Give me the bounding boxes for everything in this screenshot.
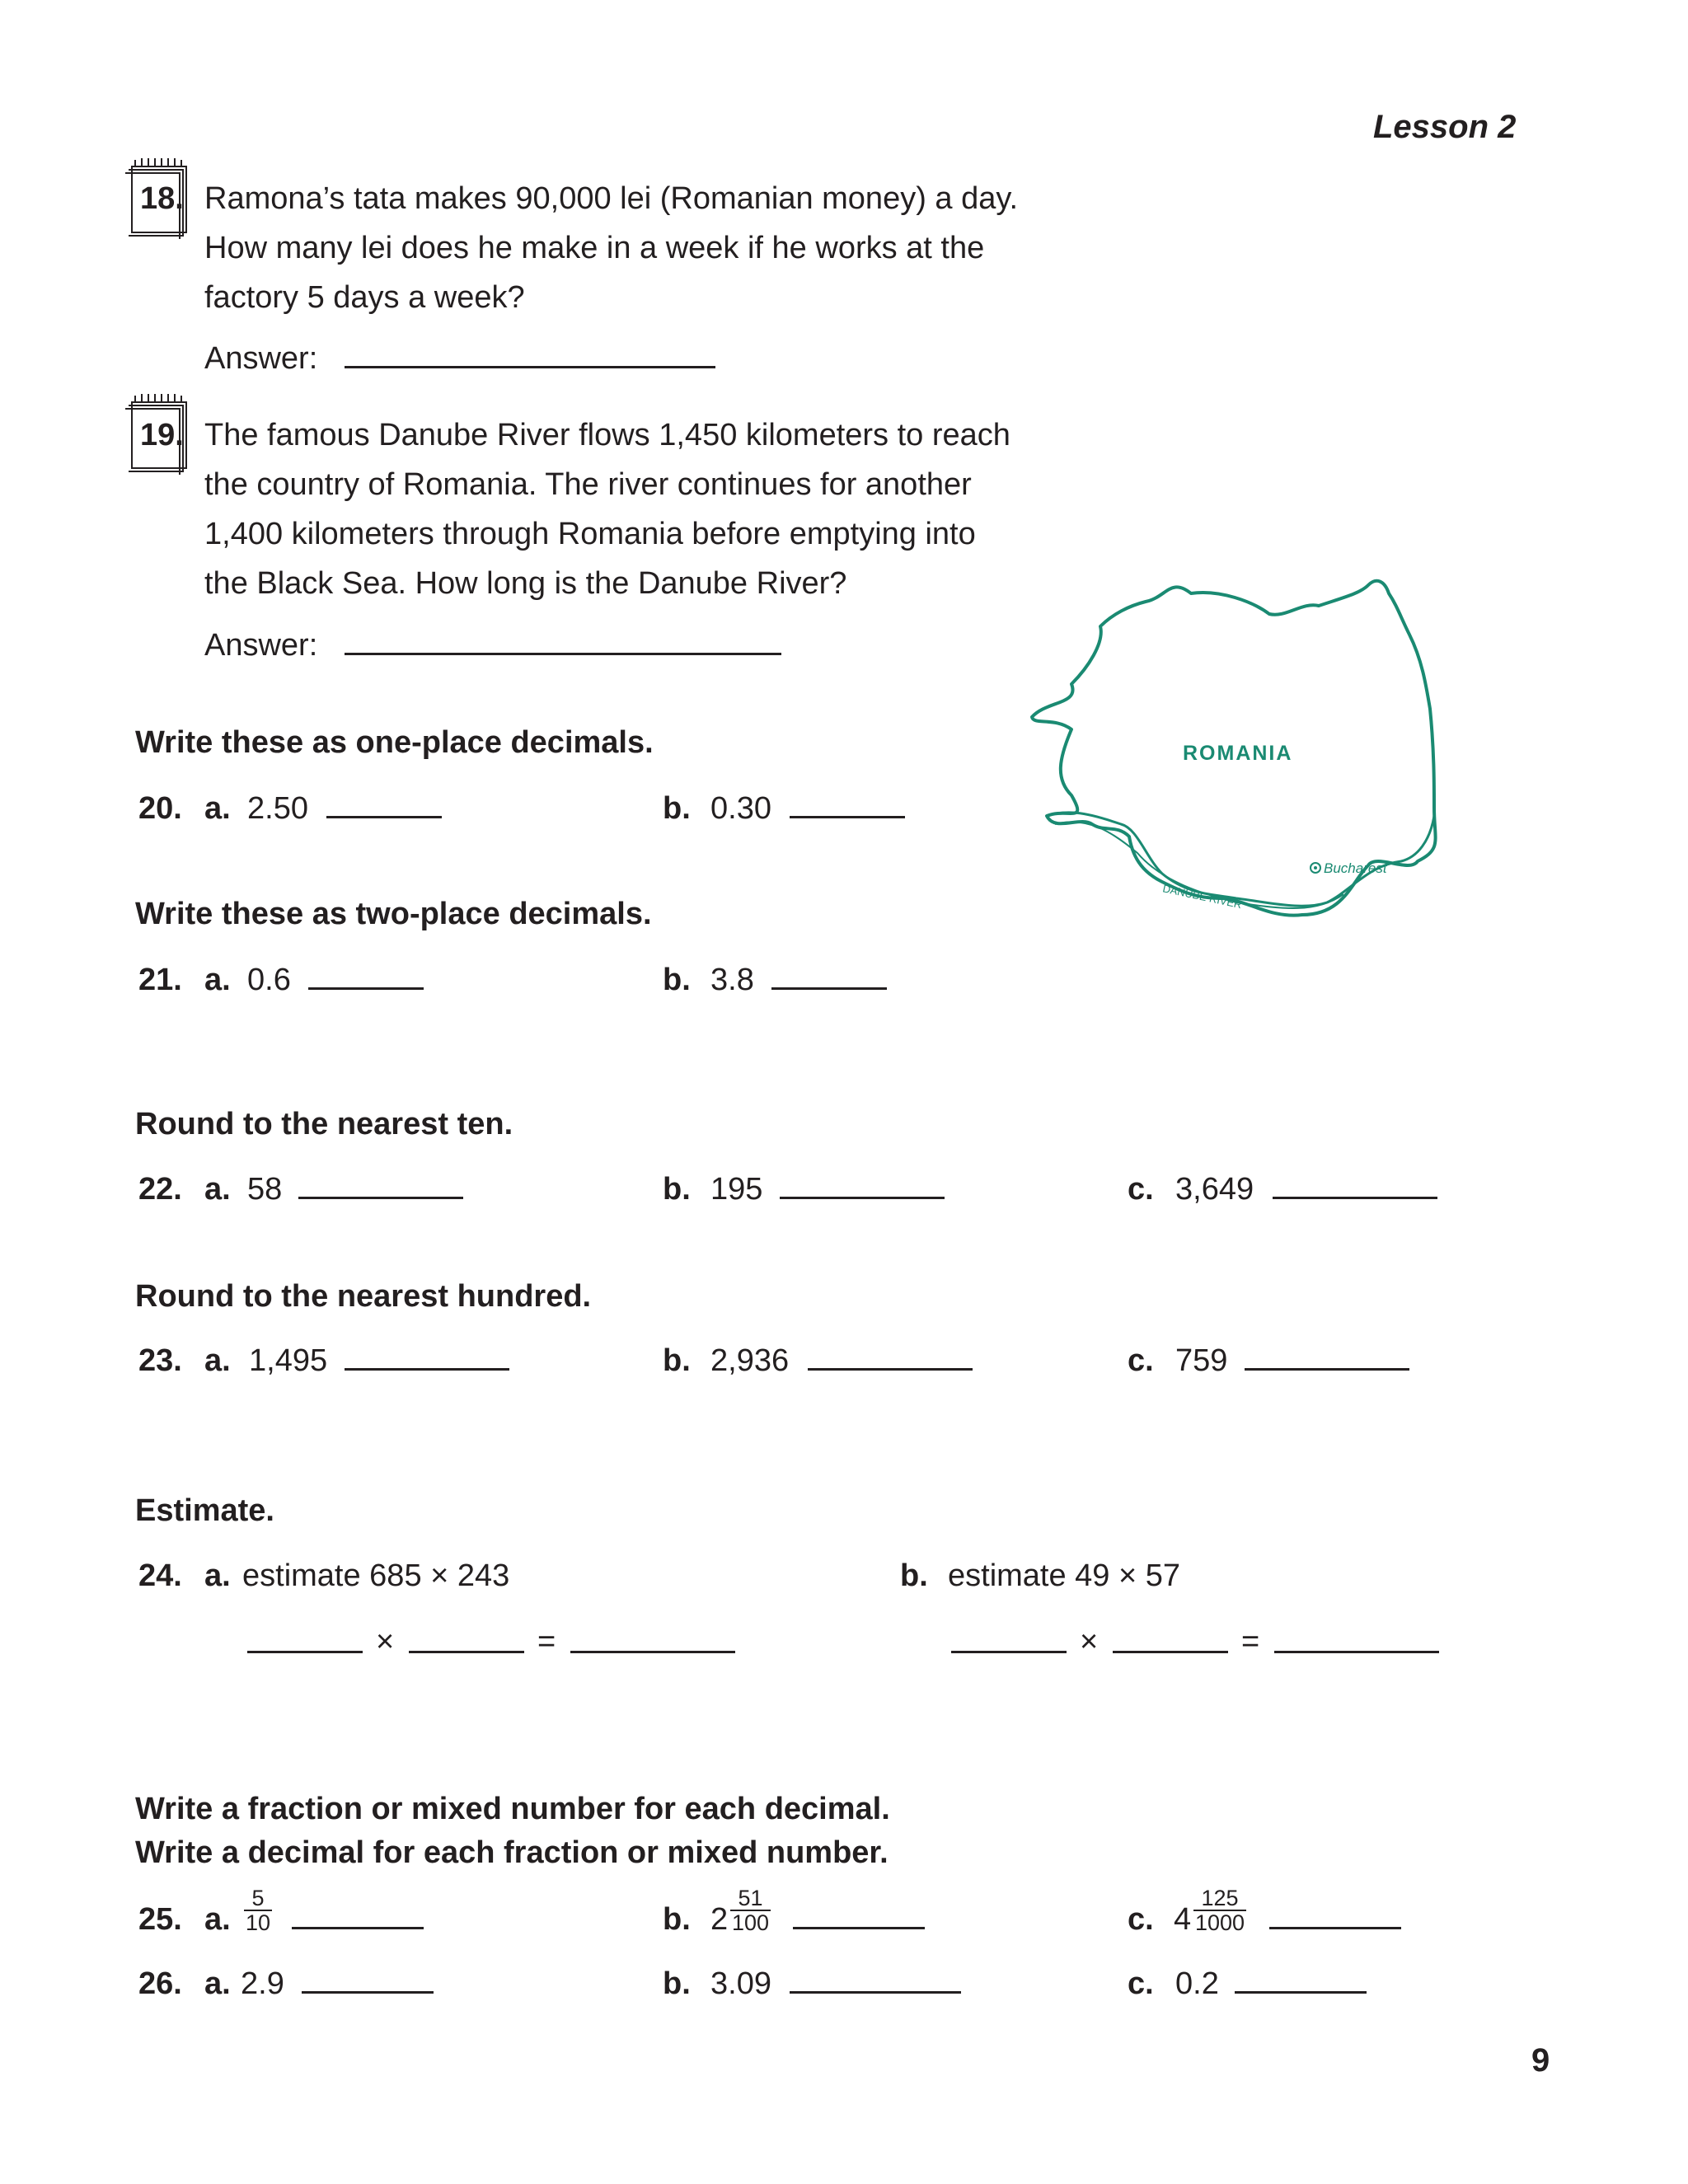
mixed-whole: 4 — [1174, 1902, 1192, 1937]
item-value: 195 — [710, 1172, 763, 1207]
answer-blank[interactable] — [302, 1991, 434, 1994]
item-value: 1,495 — [249, 1343, 328, 1378]
equals-symbol: = — [1241, 1624, 1260, 1659]
item-letter: c. — [1128, 1902, 1154, 1937]
equals-symbol: = — [537, 1624, 556, 1659]
answer-blank[interactable] — [345, 1368, 509, 1371]
item-letter: b. — [663, 1902, 691, 1937]
question-number: 25. — [138, 1902, 182, 1937]
item-letter: b. — [663, 1343, 691, 1378]
fraction — [730, 1887, 771, 1934]
question-number: 24. — [138, 1558, 182, 1593]
question-number: 19. — [140, 418, 184, 452]
item-value: 3.8 — [710, 963, 754, 997]
section-heading: Write these as two-place decimals. — [135, 897, 652, 931]
answer-label: Answer: — [204, 341, 318, 376]
fraction — [1193, 1887, 1246, 1934]
item-letter: c. — [1128, 1966, 1154, 2001]
fraction-numerator: 5 — [251, 1886, 265, 1910]
item-value: 3.09 — [710, 1966, 771, 2001]
question-text-line: the country of Romania. The river continues for another — [204, 467, 972, 502]
item-value: 3,649 — [1175, 1172, 1254, 1207]
item-letter: a. — [204, 1558, 231, 1593]
times-symbol: × — [1080, 1624, 1099, 1659]
answer-blank[interactable] — [326, 816, 442, 818]
item-value: 58 — [247, 1172, 283, 1207]
question-number: 23. — [138, 1343, 182, 1378]
question-text-line: The famous Danube River flows 1,450 kilometers to reach — [204, 418, 1010, 452]
question-number: 22. — [138, 1172, 182, 1207]
item-letter: b. — [900, 1558, 928, 1593]
fraction-denominator: 100 — [732, 1910, 770, 1935]
map-capital-label: Bucharest — [1324, 860, 1387, 876]
section-heading: Write a decimal for each fraction or mixed number. — [135, 1835, 889, 1870]
answer-blank[interactable] — [292, 1927, 424, 1929]
fraction-denominator: 1000 — [1195, 1910, 1245, 1935]
map-river-label: DANUBE RIVER — [1161, 882, 1243, 912]
section-heading: Write these as one-place decimals. — [135, 725, 654, 760]
item-letter: a. — [204, 963, 231, 997]
section-heading: Write a fraction or mixed number for each decimal. — [135, 1792, 890, 1826]
answer-blank[interactable] — [951, 1651, 1067, 1653]
item-letter: a. — [204, 1966, 231, 2001]
lesson-title: Lesson 2 — [1373, 109, 1517, 145]
answer-blank[interactable] — [790, 1991, 961, 1994]
answer-blank[interactable] — [1274, 1651, 1439, 1653]
item-text: estimate 685 × 243 — [242, 1558, 510, 1593]
question-number: 20. — [138, 791, 182, 826]
question-number: 26. — [138, 1966, 182, 2001]
question-number: 18. — [140, 181, 184, 216]
item-value: 2.50 — [247, 791, 308, 826]
answer-blank[interactable] — [790, 816, 905, 818]
section-heading: Estimate. — [135, 1493, 274, 1528]
question-text-line: factory 5 days a week? — [204, 280, 525, 315]
answer-blank[interactable] — [1269, 1927, 1401, 1929]
answer-blank[interactable] — [409, 1651, 524, 1653]
item-value: 759 — [1175, 1343, 1228, 1378]
fraction-numerator: 51 — [738, 1886, 763, 1910]
item-value: 2.9 — [241, 1966, 284, 2001]
item-value: 0.2 — [1175, 1966, 1219, 2001]
answer-blank[interactable] — [570, 1651, 735, 1653]
item-letter: b. — [663, 791, 691, 826]
page-number: 9 — [1531, 2042, 1550, 2079]
fraction — [244, 1887, 272, 1934]
question-number: 21. — [138, 963, 182, 997]
item-value: 0.30 — [710, 791, 771, 826]
item-letter: a. — [204, 1902, 231, 1937]
answer-blank[interactable] — [247, 1651, 363, 1653]
times-symbol: × — [376, 1624, 395, 1659]
item-letter: a. — [204, 1172, 231, 1207]
question-text-line: Ramona’s tata makes 90,000 lei (Romanian money) a day. — [204, 181, 1019, 216]
item-letter: a. — [204, 791, 231, 826]
section-heading: Round to the nearest hundred. — [135, 1279, 592, 1314]
item-letter: b. — [663, 1966, 691, 2001]
answer-blank[interactable] — [308, 987, 424, 990]
answer-blank[interactable] — [1273, 1197, 1437, 1199]
item-letter: a. — [204, 1343, 231, 1378]
answer-blank[interactable] — [793, 1927, 925, 1929]
answer-blank[interactable] — [1113, 1651, 1228, 1653]
answer-blank[interactable] — [345, 653, 781, 655]
answer-blank[interactable] — [298, 1197, 463, 1199]
answer-label: Answer: — [204, 628, 318, 663]
romania-map — [1022, 569, 1451, 940]
map-country-label: ROMANIA — [1183, 742, 1293, 765]
item-letter: c. — [1128, 1343, 1154, 1378]
answer-blank[interactable] — [771, 987, 887, 990]
question-text-line: 1,400 kilometers through Romania before emptying into — [204, 517, 976, 551]
answer-blank[interactable] — [345, 366, 715, 368]
answer-blank[interactable] — [808, 1368, 973, 1371]
fraction-denominator: 10 — [246, 1910, 271, 1935]
mixed-whole: 2 — [710, 1902, 729, 1937]
fraction-numerator: 125 — [1201, 1886, 1239, 1910]
item-letter: b. — [663, 1172, 691, 1207]
section-heading: Round to the nearest ten. — [135, 1107, 513, 1141]
item-text: estimate 49 × 57 — [948, 1558, 1181, 1593]
answer-blank[interactable] — [1245, 1368, 1409, 1371]
item-value: 2,936 — [710, 1343, 790, 1378]
item-letter: c. — [1128, 1172, 1154, 1207]
answer-blank[interactable] — [780, 1197, 945, 1199]
answer-blank[interactable] — [1235, 1991, 1367, 1994]
item-value: 0.6 — [247, 963, 291, 997]
question-text-line: the Black Sea. How long is the Danube River? — [204, 566, 847, 601]
question-text-line: How many lei does he make in a week if he works at the — [204, 231, 985, 265]
item-letter: b. — [663, 963, 691, 997]
